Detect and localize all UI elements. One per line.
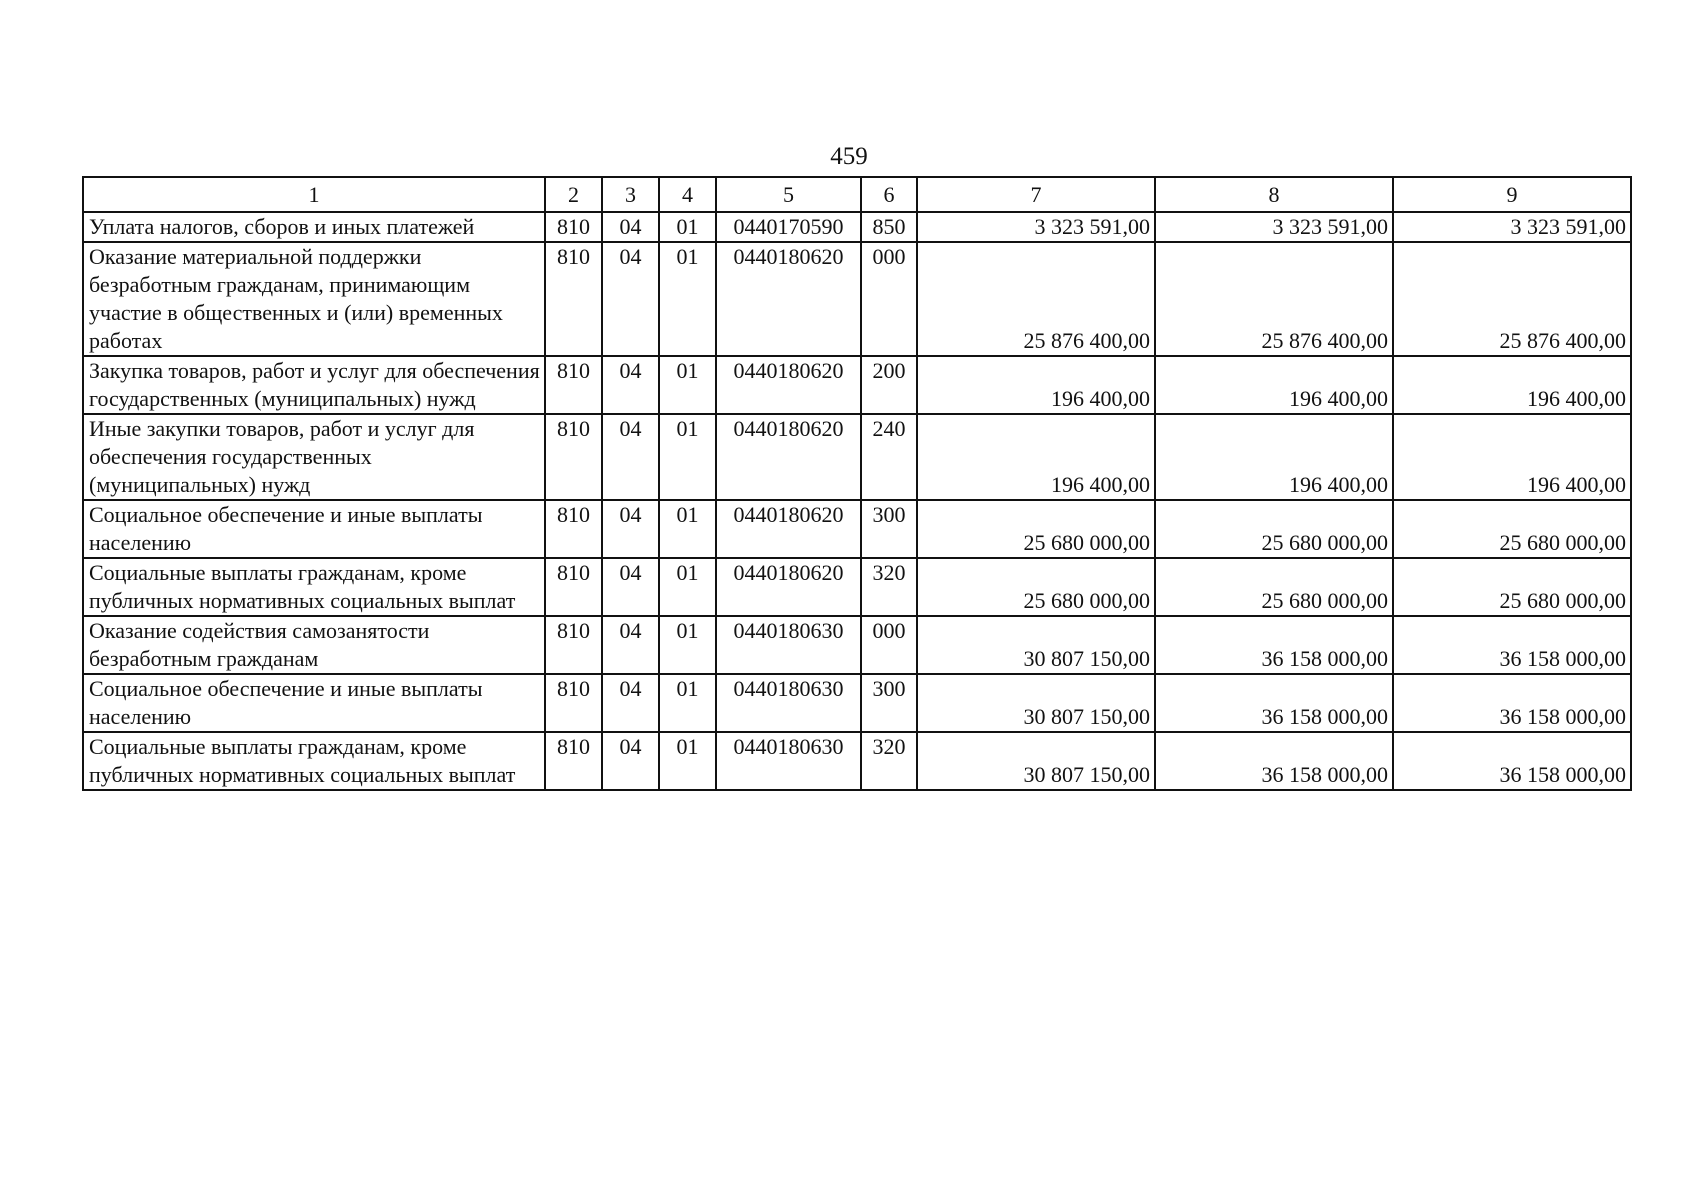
cell-code: 810 bbox=[545, 414, 602, 500]
cell-code: 01 bbox=[659, 500, 716, 558]
cell-code: 000 bbox=[861, 616, 917, 674]
cell-amount: 36 158 000,00 bbox=[1393, 674, 1631, 732]
cell-code: 01 bbox=[659, 414, 716, 500]
cell-amount: 196 400,00 bbox=[917, 356, 1155, 414]
table-row bbox=[83, 212, 1631, 242]
row-name: Закупка товаров, работ и услуг для обеспечения государственных (муниципальных) нужд bbox=[83, 356, 545, 414]
cell-code: 0440180620 bbox=[716, 242, 861, 356]
table-row bbox=[83, 500, 1631, 558]
cell-amount: 36 158 000,00 bbox=[1155, 674, 1393, 732]
row-name: Социальные выплаты гражданам, кроме публичных нормативных социальных выплат bbox=[83, 732, 545, 790]
cell-amount: 25 680 000,00 bbox=[917, 558, 1155, 616]
cell-code: 0440180620 bbox=[716, 356, 861, 414]
table-row bbox=[83, 732, 1631, 790]
cell-code: 200 bbox=[861, 356, 917, 414]
cell-code: 01 bbox=[659, 732, 716, 790]
row-name: Иные закупки товаров, работ и услуг для обеспечения государственных (муниципальных) нужд bbox=[83, 414, 545, 500]
header-row bbox=[83, 177, 1631, 212]
column-header: 7 bbox=[917, 177, 1155, 212]
cell-amount: 36 158 000,00 bbox=[1393, 732, 1631, 790]
cell-code: 810 bbox=[545, 242, 602, 356]
cell-code: 01 bbox=[659, 674, 716, 732]
row-name: Оказание содействия самозанятости безработным гражданам bbox=[83, 616, 545, 674]
cell-code: 01 bbox=[659, 616, 716, 674]
cell-code: 000 bbox=[861, 242, 917, 356]
cell-amount: 30 807 150,00 bbox=[917, 732, 1155, 790]
cell-code: 0440180620 bbox=[716, 414, 861, 500]
cell-amount: 3 323 591,00 bbox=[1393, 212, 1631, 242]
cell-amount: 25 680 000,00 bbox=[1155, 500, 1393, 558]
cell-amount: 196 400,00 bbox=[917, 414, 1155, 500]
cell-code: 810 bbox=[545, 674, 602, 732]
cell-code: 04 bbox=[602, 414, 659, 500]
cell-code: 0440180620 bbox=[716, 500, 861, 558]
cell-code: 0440180620 bbox=[716, 558, 861, 616]
row-name: Социальное обеспечение и иные выплаты населению bbox=[83, 674, 545, 732]
column-header: 2 bbox=[545, 177, 602, 212]
cell-code: 04 bbox=[602, 674, 659, 732]
page-number: 459 bbox=[830, 143, 868, 170]
cell-code: 300 bbox=[861, 674, 917, 732]
cell-code: 04 bbox=[602, 616, 659, 674]
cell-amount: 3 323 591,00 bbox=[1155, 212, 1393, 242]
cell-amount: 196 400,00 bbox=[1155, 356, 1393, 414]
row-name: Уплата налогов, сборов и иных платежей bbox=[83, 212, 545, 242]
column-header: 1 bbox=[83, 177, 545, 212]
cell-code: 01 bbox=[659, 212, 716, 242]
cell-amount: 196 400,00 bbox=[1393, 356, 1631, 414]
cell-code: 04 bbox=[602, 212, 659, 242]
cell-code: 01 bbox=[659, 356, 716, 414]
column-header: 5 bbox=[716, 177, 861, 212]
cell-amount: 36 158 000,00 bbox=[1155, 616, 1393, 674]
row-name: Социальное обеспечение и иные выплаты населению bbox=[83, 500, 545, 558]
column-header: 3 bbox=[602, 177, 659, 212]
cell-code: 810 bbox=[545, 616, 602, 674]
cell-amount: 25 876 400,00 bbox=[1393, 242, 1631, 356]
cell-code: 0440180630 bbox=[716, 616, 861, 674]
table-row bbox=[83, 242, 1631, 356]
row-name: Социальные выплаты гражданам, кроме публичных нормативных социальных выплат bbox=[83, 558, 545, 616]
cell-code: 01 bbox=[659, 242, 716, 356]
cell-code: 0440180630 bbox=[716, 674, 861, 732]
table-row bbox=[83, 414, 1631, 500]
cell-amount: 30 807 150,00 bbox=[917, 616, 1155, 674]
column-header: 8 bbox=[1155, 177, 1393, 212]
cell-code: 01 bbox=[659, 558, 716, 616]
column-header: 6 bbox=[861, 177, 917, 212]
table-row bbox=[83, 356, 1631, 414]
cell-amount: 196 400,00 bbox=[1393, 414, 1631, 500]
cell-amount: 36 158 000,00 bbox=[1393, 616, 1631, 674]
cell-code: 810 bbox=[545, 558, 602, 616]
cell-amount: 25 876 400,00 bbox=[917, 242, 1155, 356]
cell-amount: 196 400,00 bbox=[1155, 414, 1393, 500]
cell-code: 240 bbox=[861, 414, 917, 500]
cell-code: 850 bbox=[861, 212, 917, 242]
table-row bbox=[83, 674, 1631, 732]
cell-code: 04 bbox=[602, 356, 659, 414]
cell-code: 0440180630 bbox=[716, 732, 861, 790]
cell-code: 04 bbox=[602, 558, 659, 616]
column-header: 4 bbox=[659, 177, 716, 212]
cell-code: 810 bbox=[545, 356, 602, 414]
cell-amount: 36 158 000,00 bbox=[1155, 732, 1393, 790]
cell-code: 810 bbox=[545, 212, 602, 242]
cell-amount: 25 680 000,00 bbox=[1393, 558, 1631, 616]
cell-amount: 30 807 150,00 bbox=[917, 674, 1155, 732]
table-row bbox=[83, 616, 1631, 674]
cell-code: 04 bbox=[602, 242, 659, 356]
column-header: 9 bbox=[1393, 177, 1631, 212]
table-row bbox=[83, 558, 1631, 616]
cell-code: 320 bbox=[861, 732, 917, 790]
cell-amount: 25 680 000,00 bbox=[917, 500, 1155, 558]
cell-code: 810 bbox=[545, 732, 602, 790]
cell-amount: 3 323 591,00 bbox=[917, 212, 1155, 242]
cell-amount: 25 680 000,00 bbox=[1393, 500, 1631, 558]
cell-code: 04 bbox=[602, 732, 659, 790]
cell-amount: 25 680 000,00 bbox=[1155, 558, 1393, 616]
cell-code: 320 bbox=[861, 558, 917, 616]
cell-code: 0440170590 bbox=[716, 212, 861, 242]
cell-code: 04 bbox=[602, 500, 659, 558]
cell-code: 300 bbox=[861, 500, 917, 558]
budget-table bbox=[82, 176, 1632, 791]
cell-amount: 25 876 400,00 bbox=[1155, 242, 1393, 356]
cell-code: 810 bbox=[545, 500, 602, 558]
row-name: Оказание материальной поддержки безработным гражданам, принимающим участие в общественных и (или) временных работах bbox=[83, 242, 545, 356]
